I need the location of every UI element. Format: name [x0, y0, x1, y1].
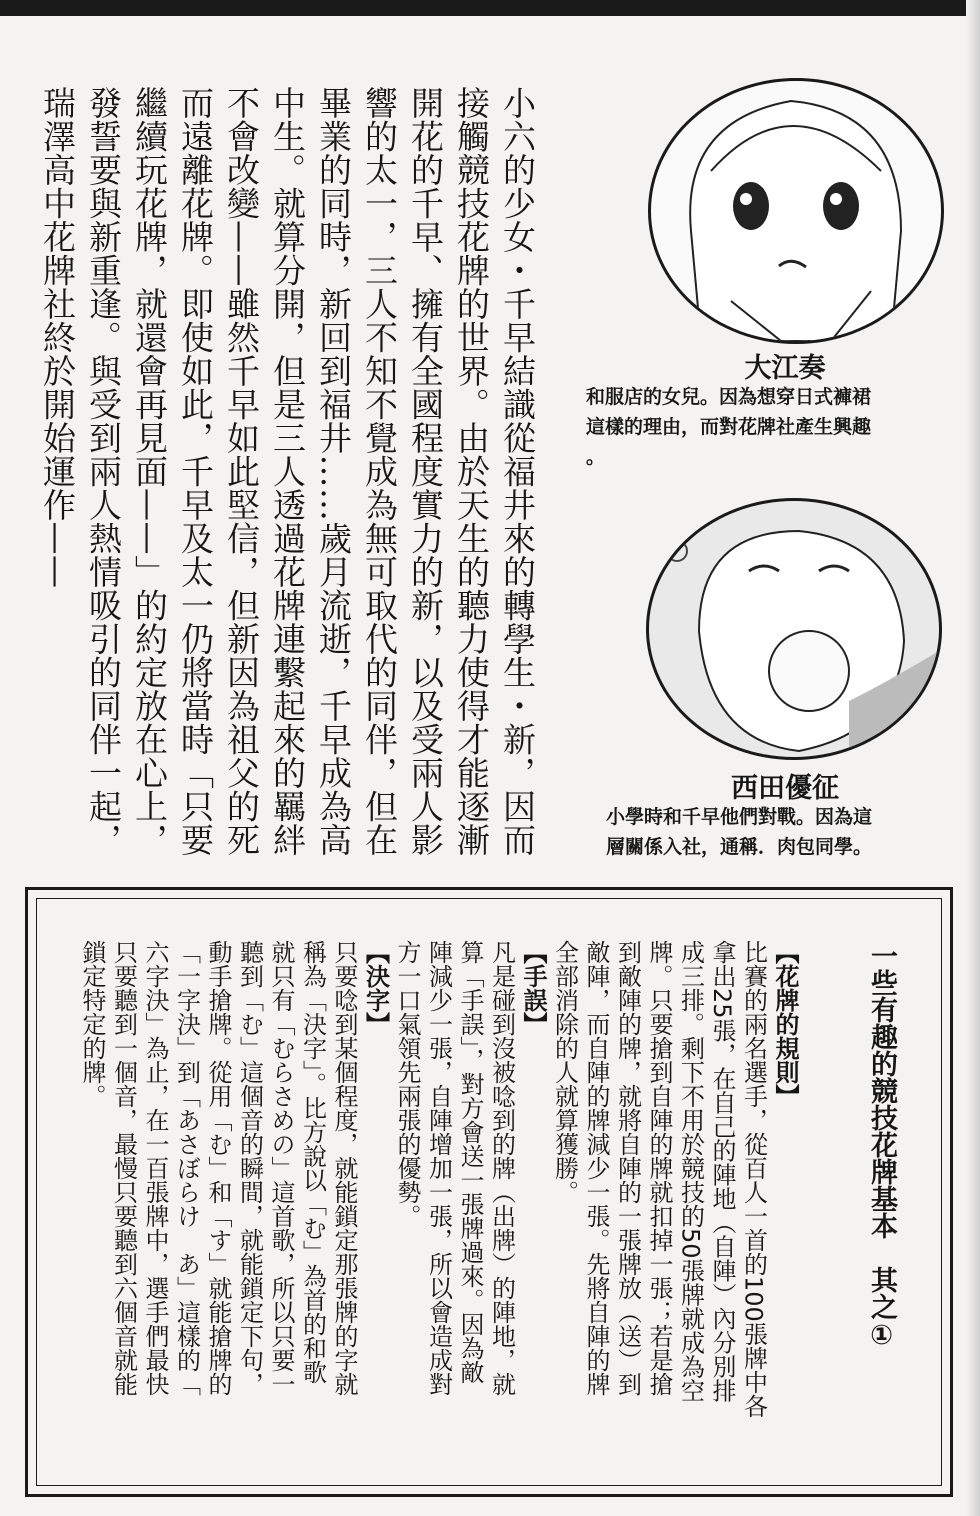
character-caption	[586, 382, 871, 472]
rules-line: 全部消除的人就算獲勝。	[550, 940, 579, 1204]
story-line: 發誓要與新重逢。與受到兩人熱情吸引的同伴一起，	[84, 86, 123, 857]
rules-line: 拿出25張，在自己的陣地（自陣）內分別排	[708, 940, 736, 1403]
story-line: 響的太一，三人不知不覺成為無可取代的同伴，但在	[360, 86, 399, 857]
rules-section-heading: 【手誤】	[519, 940, 547, 1036]
caption-line: 小學時和千早他們對戰。因為這	[606, 806, 873, 828]
story-summary	[34, 86, 540, 886]
rules-line: 六字決」為止，在一百張牌中，選手們最快	[141, 940, 169, 1396]
rules-line: 成三排。剩下不用於競技的50張牌就成為空	[676, 940, 705, 1403]
rules-line: 鎖定特定的牌。	[78, 940, 106, 1108]
caption-line: 和服店的女兒。因為想穿日式褲裙	[586, 386, 872, 408]
story-line: 畢業的同時，新回到福井……歲月流逝，千早成為高	[314, 86, 353, 857]
story-line: 中生。就算分開，但是三人透過花牌連繫起來的羈絆	[268, 86, 307, 857]
rules-section-heading: 【決字】	[361, 940, 390, 1036]
rules-line: 稱為「決字」。比方說以「む」為首的和歌	[298, 940, 327, 1384]
character-name: 西田優征	[731, 773, 839, 804]
character-name: 大江奏	[744, 353, 826, 384]
rules-line: 只要唸到某個程度，就能鎖定那張牌的字就	[330, 940, 358, 1396]
rules-line: 陣減少一張，自陣增加一張，所以會造成對	[424, 940, 453, 1396]
rules-line: 到敵陣的牌，就將自陣的一張牌放（送）到	[613, 940, 642, 1396]
rules-line: 凡是碰到沒被唸到的牌（出牌）的陣地，就	[487, 940, 516, 1396]
rules-line: 動手搶牌。從用「む」和「す」就能搶牌的	[204, 940, 232, 1396]
karuta-rules-box	[25, 887, 953, 1497]
rules-line: 敵陣，而自陣的牌減少一張。先將自陣的牌	[582, 940, 610, 1396]
rules-line: 聽到「む」這個音的瞬間，就能鎖定下句，	[235, 940, 264, 1396]
caption-line: 層關係入社，通稱．肉包同學。	[606, 836, 873, 858]
rules-line: 比賽的兩名選手，從百人一首的100張牌中各	[739, 940, 768, 1418]
rules-line: 算「手誤」，對方會送一張牌過來。因為敵	[456, 940, 484, 1384]
page-edge-shadow	[966, 0, 980, 1516]
story-line: 小六的少女・千早結識從福井來的轉學生・新，因而	[498, 86, 537, 857]
rules-line: 就只有「むらさめの」這首歌，所以只要一	[267, 940, 295, 1396]
page-top-border	[0, 0, 980, 16]
rules-line: 方一口氣領先兩張的優勢。	[393, 940, 421, 1228]
caption-line: 這樣的理由，而對花牌社產生興趣	[586, 416, 872, 438]
caption-line: 。	[586, 446, 606, 468]
rules-line: 只要聽到一個音，最慢只要聽到六個音就能	[109, 940, 138, 1396]
story-line: 接觸競技花牌的世界。由於天生的聽力使得才能逐漸	[452, 86, 491, 857]
rules-line: 牌。只要搶到自陣的牌就扣掉一張；若是搶	[645, 940, 673, 1396]
rules-line: 「一字決」到「あさぼらけ あ」這樣的「	[172, 940, 201, 1396]
rules-section-heading: 【花牌的規則】	[771, 940, 799, 1108]
story-line: 開花的千早、擁有全國程度實力的新，以及受兩人影	[406, 86, 445, 857]
character-portrait-nishida-yusei	[646, 498, 942, 760]
story-line: 瑞澤高中花牌社終於開始運作——	[38, 86, 77, 589]
rules-text	[76, 940, 801, 1418]
rules-title: 一些有趣的競技花牌基本 其之①	[866, 942, 897, 1351]
story-line: 而遠離花牌。即使如此，千早及太一仍將當時「只要	[176, 86, 215, 857]
story-line: 繼續玩花牌，就還會再見面——」的約定放在心上，	[130, 86, 169, 857]
story-line: 不會改變——雖然千早如此堅信，但新因為祖父的死	[222, 86, 261, 857]
character-caption	[606, 802, 872, 862]
character-portrait-oe-kanade	[648, 78, 944, 344]
